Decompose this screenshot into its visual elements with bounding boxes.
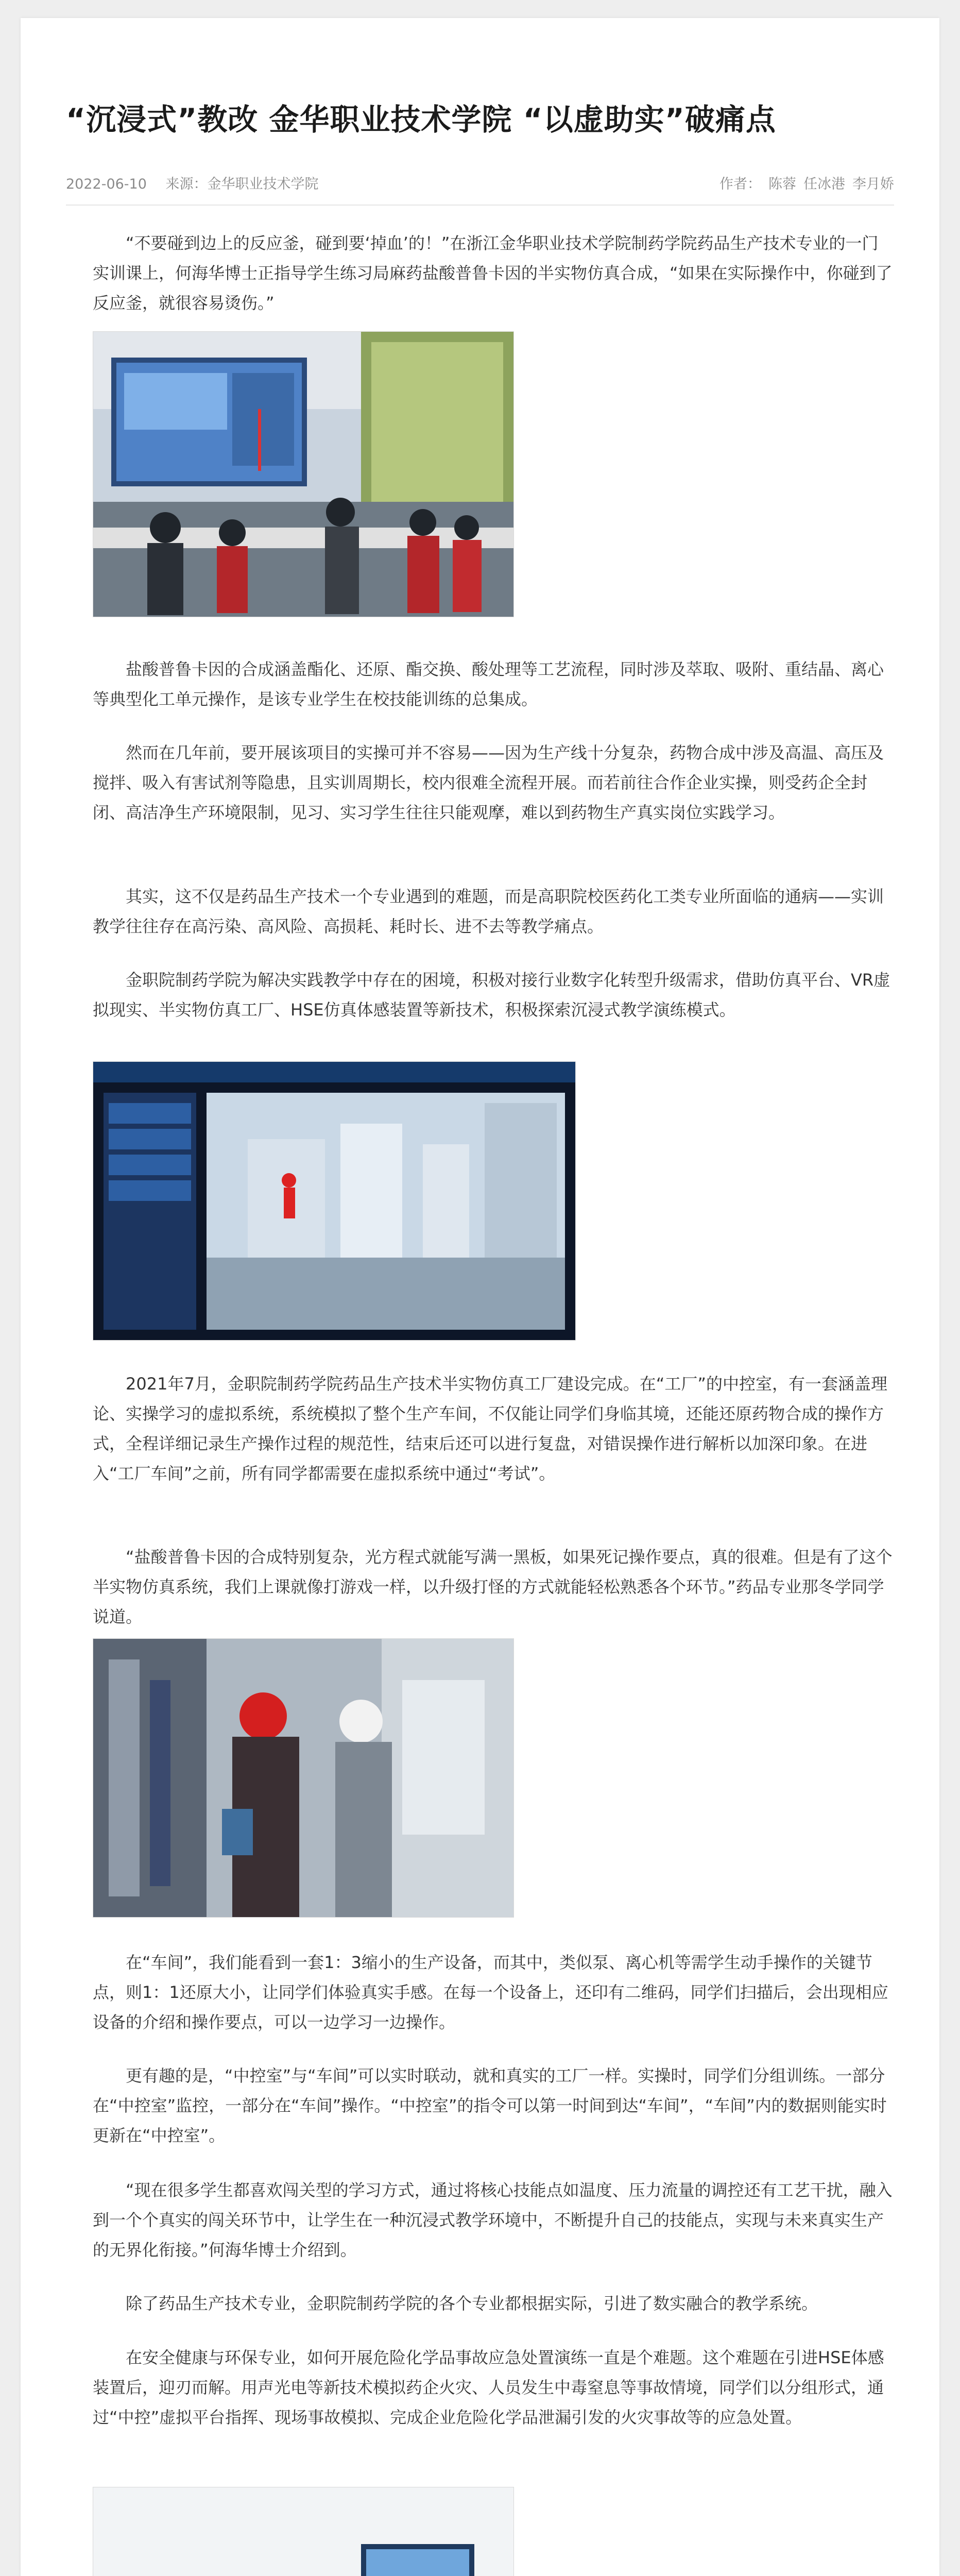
- body-paragraph: 在“车间”，我们能看到一套1：3缩小的生产设备，而其中，类似泵、离心机等需学生动手操作的关键节点，则1：1还原大小，让同学们体验真实手感。在每一个设备上，还印有二维码，同学们扫描后，会出现相应设备的介绍和操作要点，可以一边学习一边操作。: [93, 1953, 888, 2032]
- source-label: 来源：: [165, 176, 208, 192]
- photo-workshop: [93, 1638, 514, 1918]
- body-paragraph: “现在很多学生都喜欢闯关型的学习方式，通过将核心技能点如温度、压力流量的调控还有工艺干扰，融入到一个个真实的闯关环节中，让学生在一种沉浸式教学环境中，不断提升自己的技能点，实现与未来真实生产的无界化衔接。”何海华博士介绍到。: [93, 2180, 893, 2260]
- body-paragraph: “盐酸普鲁卡因的合成特别复杂，光方程式就能写满一黑板，如果死记操作要点，真的很难。但是有了这个半实物仿真系统，我们上课就像打游戏一样，以升级打怪的方式就能轻松熟悉各个环节。”药品专业那冬学同学说道。: [93, 1547, 893, 1626]
- body-paragraph: 更有趣的是，“中控室”与“车间”可以实时联动，就和真实的工厂一样。实操时，同学们分组训练。一部分在“中控室”监控，一部分在“车间”操作。“中控室”的指令可以第一时间到达“车间”，“车间”内的数据则能实时更新在“中控室”。: [93, 2066, 887, 2145]
- photo-lab-screen: [93, 331, 514, 617]
- body-paragraph: 然而在几年前，要开展该项目的实操可并不容易——因为生产线十分复杂，药物合成中涉及高温、高压及搅拌、吸入有害试剂等隐患，且实训周期长，校内很难全流程开展。而若前往合作企业实操，则受药企全封闭、高洁净生产环境限制，见习、实习学生往往只能观摩，难以到药物生产真实岗位实践学习。: [93, 743, 884, 822]
- author-line: [719, 173, 894, 193]
- body-paragraph: 在安全健康与环保专业，如何开展危险化学品事故应急处置演练一直是个难题。这个难题在引进HSE体感装置后，迎刃而解。用声光电等新技术模拟药企火灾、人员发生中毒窒息等事故情境，同学们以分组形式，通过“中控”虚拟平台指挥、现场事故模拟、完成企业危险化学品泄漏引发的火灾事故等的应急处置。: [93, 2348, 884, 2427]
- body-paragraph: 除了药品生产技术专业，金职院制药学院的各个专业都根据实际，引进了数实融合的教学系统。: [126, 2294, 818, 2313]
- body-paragraph: 金职院制药学院为解决实践教学中存在的困境，积极对接行业数字化转型升级需求，借助仿真平台、VR虚拟现实、半实物仿真工厂、HSE仿真体感装置等新技术，积极探索沉浸式教学演练模式。: [93, 970, 890, 1020]
- author-name: 陈蓉: [768, 176, 796, 192]
- author-label: 作者：: [719, 176, 761, 192]
- photo-simulation-screen: [93, 1061, 576, 1341]
- publish-date: 2022-06-10: [66, 176, 147, 192]
- article-meta: [66, 173, 894, 193]
- author-name: 任冰港: [803, 176, 845, 192]
- divider: [66, 205, 894, 206]
- article-card: [21, 18, 939, 2576]
- photo-vr-training: [93, 2487, 514, 2576]
- author-name: 李月娇: [852, 176, 894, 192]
- body-paragraph: “不要碰到边上的反应釜，碰到要‘掉血’的！”在浙江金华职业技术学院制药学院药品生产技术专业的一门实训课上，何海华博士正指导学生练习局麻药盐酸普鲁卡因的半实物仿真合成，“如果在实际操作中，你碰到了反应釜，就很容易烫伤。”: [93, 233, 893, 313]
- body-paragraph: 2021年7月，金职院制药学院药品生产技术半实物仿真工厂建设完成。在“工厂”的中控室，有一套涵盖理论、实操学习的虚拟系统，系统模拟了整个生产车间，不仅能让同学们身临其境，还能还原药物合成的操作方式，全程详细记录生产操作过程的规范性，结束后还可以进行复盘，对错误操作进行解析以加深印象。在进入“工厂车间”之前，所有同学都需要在虚拟系统中通过“考试”。: [93, 1374, 887, 1483]
- source-name[interactable]: 金华职业技术学院: [207, 176, 319, 192]
- body-paragraph: 其实，这不仅是药品生产技术一个专业遇到的难题，而是高职院校医药化工类专业所面临的通病——实训教学往往存在高污染、高风险、高损耗、耗时长、进不去等教学痛点。: [93, 887, 884, 936]
- article-title: “沉浸式”教改 金华职业技术学院 “以虚助实”破痛点: [66, 102, 776, 137]
- body-paragraph: 盐酸普鲁卡因的合成涵盖酯化、还原、酯交换、酸处理等工艺流程，同时涉及萃取、吸附、重结晶、离心等典型化工单元操作，是该专业学生在校技能训练的总集成。: [93, 659, 884, 709]
